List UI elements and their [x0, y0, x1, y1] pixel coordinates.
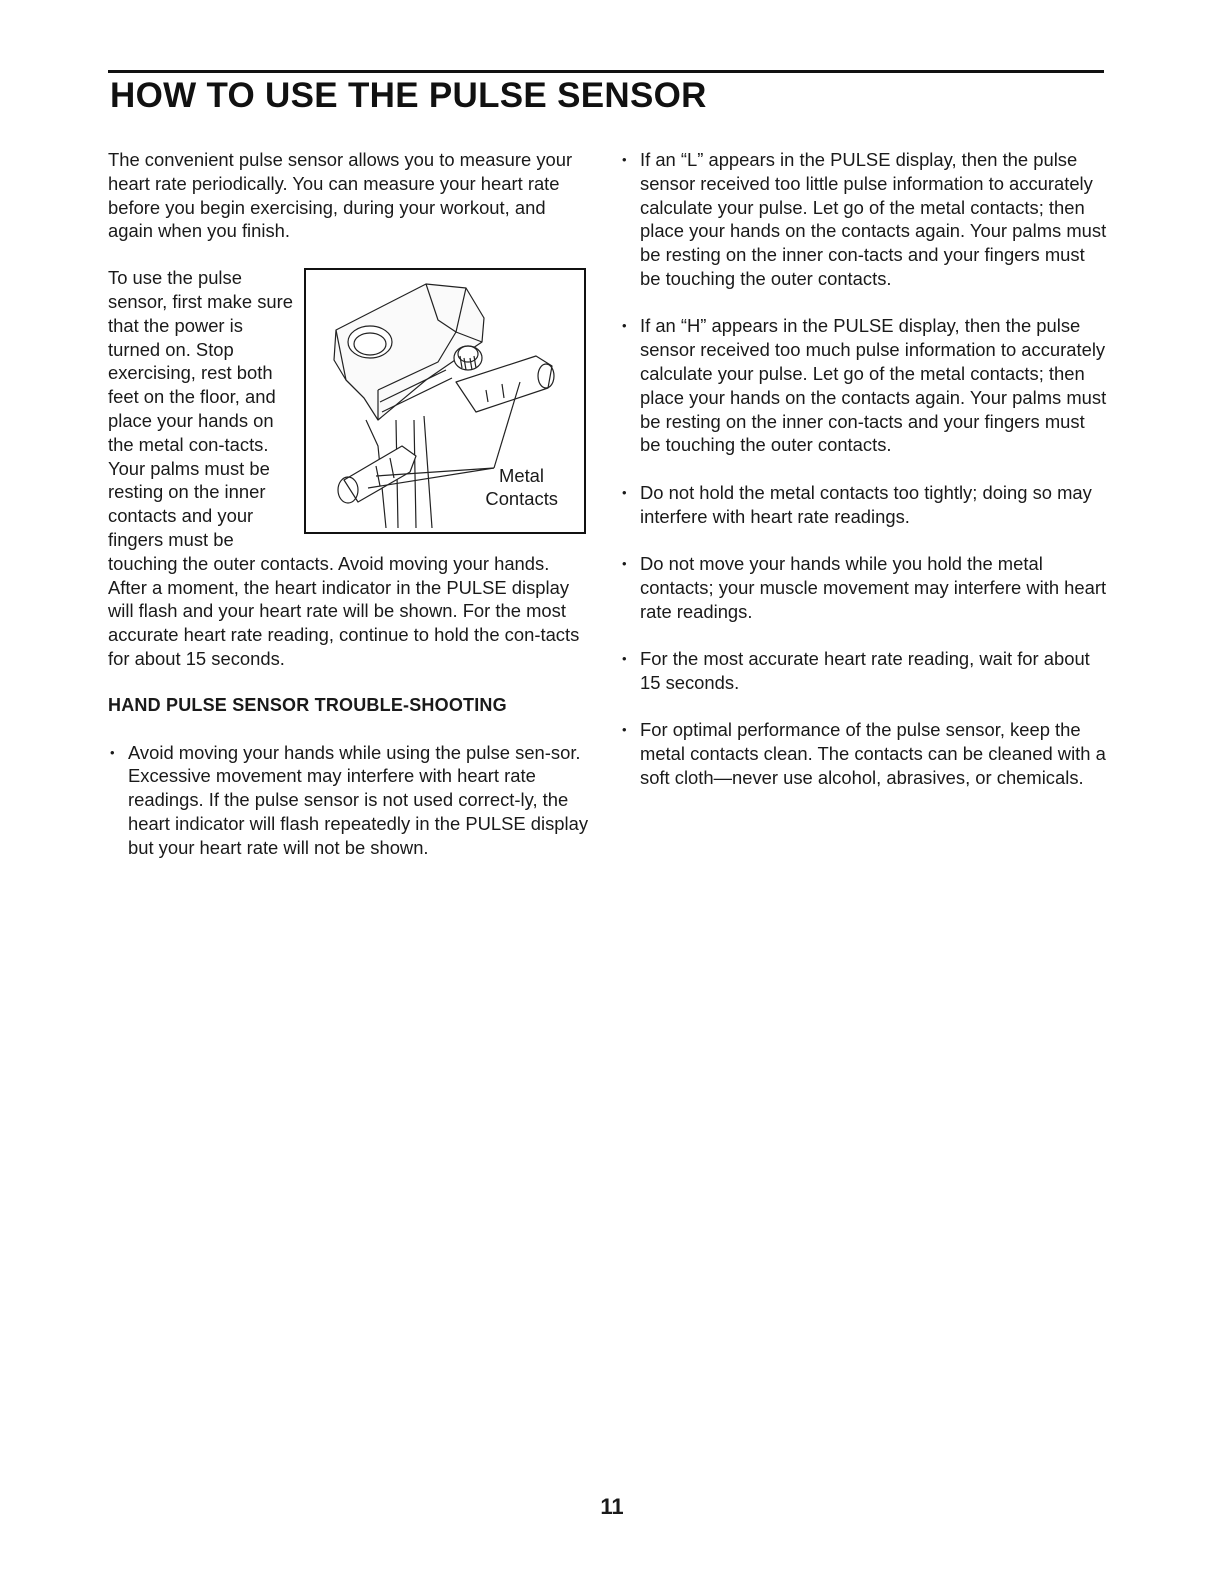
- list-item: • For the most accurate heart rate reading, wait for about 15 seconds.: [620, 647, 1110, 695]
- tips-list: [620, 148, 1110, 790]
- right-column: [620, 148, 1110, 813]
- troubleshooting-heading: HAND PULSE SENSOR TROUBLE-SHOOTING: [108, 694, 507, 715]
- list-item: • Do not hold the metal contacts too tightly; doing so may interfere with heart rate readings.: [620, 481, 1110, 529]
- title-rule: [108, 70, 1104, 73]
- list-item: • Avoid moving your hands while using the pulse sen-sor. Excessive movement may interfere with heart rate readings. If the pulse sensor is not used correct-ly, the heart indicator will flash repeatedly in the PULSE display but your heart rate will not be shown.: [108, 741, 588, 860]
- list-item: • If an “H” appears in the PULSE display, then the pulse sensor received too much pulse information to accurately calculate your pulse. Let go of the metal contacts; then place your hands on the contacts again. Your palms must be resting on the inner con-tacts and your fingers must be touching the outer contacts.: [620, 314, 1110, 457]
- page-number: 11: [600, 1494, 624, 1519]
- pulse-sensor-figure: [304, 268, 586, 534]
- list-item: • For optimal performance of the pulse sensor, keep the metal contacts clean. The contacts can be cleaned with a soft cloth—never use alcohol, abrasives, or chemicals.: [620, 718, 1110, 789]
- page-title: HOW TO USE THE PULSE SENSOR: [110, 76, 707, 115]
- usage-paragraph: To use the pulse sensor, first make sure that the power is turned on. Stop exercising, rest both feet on the floor, and place your hands on the metal con-tacts. Your palms must be resting on the inner contacts and your fingers must be touching the outer contacts. Avoid moving your hands. After a moment, the heart indicator in the PULSE display will flash and your heart rate will be shown. For the most accurate heart rate reading, continue to hold the con-tacts for about 15 seconds.: [108, 267, 580, 669]
- list-item: • Do not move your hands while you hold the metal contacts; your muscle movement may interfere with heart rate readings.: [620, 552, 1110, 623]
- metal-contacts-label: [485, 464, 558, 510]
- troubleshooting-list: [108, 741, 588, 860]
- list-item: • If an “L” appears in the PULSE display, then the pulse sensor received too little pulse information to accurately calculate your pulse. Let go of the metal contacts; then place your hands on the contacts again. Your palms must be resting on the inner con-tacts and your fingers must be touching the outer contacts.: [620, 148, 1110, 291]
- intro-paragraph: The convenient pulse sensor allows you to measure your heart rate periodically. You can measure your heart rate before you begin exercising, during your workout, and again when you finish.: [108, 149, 573, 242]
- label-line-1: Metal: [499, 465, 544, 487]
- label-line-2: Contacts: [485, 488, 558, 510]
- usage-section: [108, 266, 588, 671]
- left-column: [108, 148, 588, 883]
